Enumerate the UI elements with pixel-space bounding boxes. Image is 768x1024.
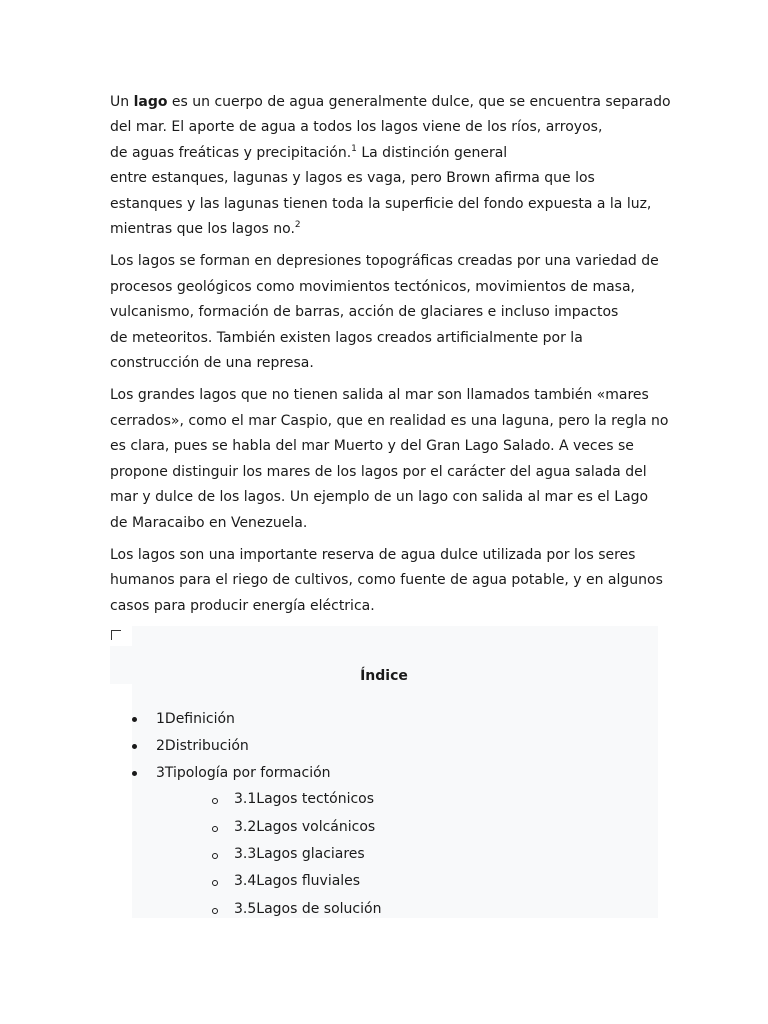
text-line: propone distinguir los mares de los lagos por el carácter del agua salada del (110, 463, 647, 480)
bullet-icon (132, 744, 137, 749)
text-line: humanos para el riego de cultivos, como fuente de agua potable, y en algunos (110, 572, 663, 589)
paragraph-closed-seas (110, 383, 670, 535)
toc-toggle-checkbox[interactable] (111, 630, 121, 640)
toc-toggle-area (110, 626, 132, 646)
text-line: es clara, pues se habla del mar Muerto y del Gran Lago Salado. A veces se (110, 438, 634, 455)
text-line: de Maracaibo en Venezuela. (110, 514, 308, 531)
footnote-ref[interactable]: 2 (294, 220, 301, 231)
text-line: cerrados», como el mar Caspio, que en realidad es una laguna, pero la regla no (110, 412, 669, 429)
text-line: Los lagos son una importante reserva de agua dulce utilizada por los seres (110, 546, 636, 563)
text-line: casos para producir energía eléctrica. (110, 597, 375, 614)
toc-title: Índice (360, 668, 408, 684)
article-body (110, 90, 670, 626)
toc-item-label: 3.5Lagos de solución (234, 900, 382, 917)
toc-list (110, 706, 381, 923)
hollow-bullet-icon (212, 880, 218, 886)
hollow-bullet-icon (212, 798, 218, 804)
toc-item[interactable] (110, 706, 381, 733)
text-line: del mar. El aporte de agua a todos los lagos viene de los ríos, arroyos, (110, 119, 603, 136)
text-line: de aguas freáticas y precipitación.$^1$ La distinción general (110, 143, 508, 161)
text-line: estanques y las lagunas tienen toda la superficie del fondo expuesta a la luz, (110, 195, 652, 212)
toc-subitem[interactable] (110, 896, 381, 923)
text-line: vulcanismo, formación de barras, acción de glaciares e incluso impactos (110, 304, 619, 321)
text-line: Los grandes lagos que no tienen salida al mar son llamados también «mares (110, 387, 649, 404)
text-line: mientras que los lagos no.$^2$ (110, 220, 301, 238)
toc-item-label: 3.1Lagos tectónicos (234, 791, 375, 808)
toc-item[interactable] (110, 760, 381, 787)
toc-subitem[interactable] (110, 814, 381, 841)
paragraph-uses (110, 543, 670, 619)
text-line: Los lagos se forman en depresiones topográficas creadas por una variedad de (110, 253, 659, 270)
hollow-bullet-icon (212, 853, 218, 859)
toc-item-label: 3.2Lagos volcánicos (234, 818, 376, 835)
text-line: mar y dulce de los lagos. Un ejemplo de un lago con salida al mar es el Lago (110, 489, 649, 506)
bullet-icon (132, 771, 137, 776)
paragraph-intro (110, 90, 670, 242)
toc-item-label: 2Distribución (156, 737, 249, 754)
paragraph-formation (110, 249, 670, 376)
toc-subitem[interactable] (110, 841, 381, 868)
text-line: de meteoritos. También existen lagos creados artificialmente por la (110, 329, 583, 346)
toc-subitem[interactable] (110, 786, 381, 813)
toc-item-label: 3Tipología por formación (156, 764, 331, 781)
text-line: entre estanques, lagunas y lagos es vaga, pero Brown afirma que los (110, 170, 595, 187)
footnote-ref[interactable]: 1 (351, 143, 357, 154)
toc-item[interactable] (110, 733, 381, 760)
hollow-bullet-icon (212, 908, 218, 914)
bold-term: lago (133, 94, 168, 110)
text-line: procesos geológicos como movimientos tectónicos, movimientos de masa, (110, 278, 635, 295)
toc-item-label: 3.3Lagos glaciares (234, 845, 365, 862)
toc-item-label: 1Definición (156, 711, 235, 727)
text-line: construcción de una represa. (110, 355, 314, 372)
hollow-bullet-icon (212, 826, 218, 832)
toc-item-label: 3.4Lagos fluviales (234, 873, 361, 890)
toc-subitem[interactable] (110, 868, 381, 895)
table-of-contents (110, 626, 658, 918)
bullet-icon (132, 717, 137, 722)
text-line: Un lago es un cuerpo de agua generalmente dulce, que se encuentra separado (110, 94, 671, 110)
